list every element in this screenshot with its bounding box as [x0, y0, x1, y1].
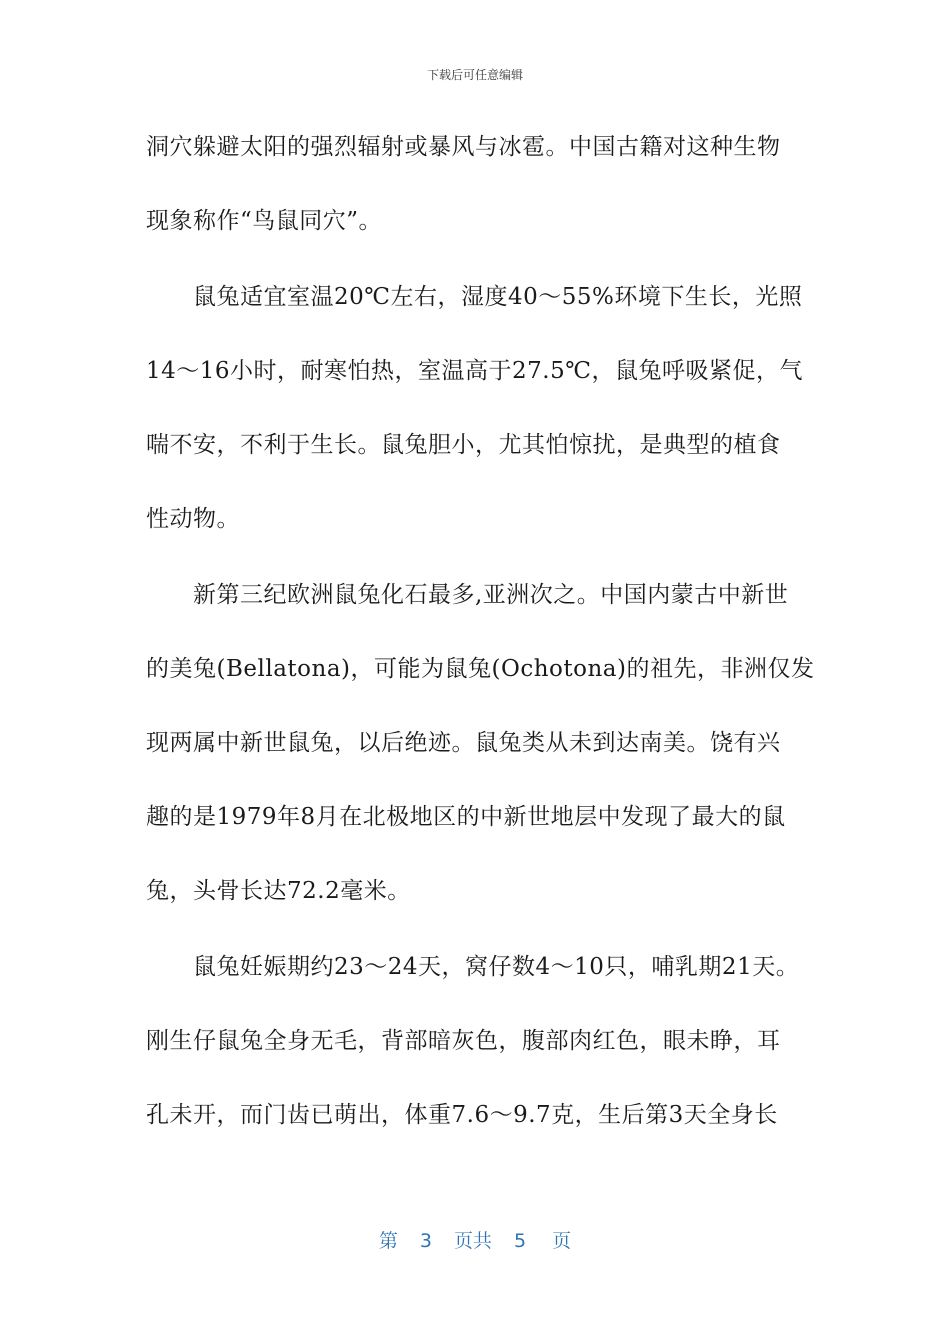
text-line: 14～16小时，耐寒怕热，室温高于27.5℃，鼠兔呼吸紧促，气 [146, 358, 803, 384]
text-line: 刚生仔鼠兔全身无毛，背部暗灰色，腹部肉红色，眼未睁，耳 [146, 1028, 781, 1054]
text-line: 兔，头骨长达72.2毫米。 [146, 878, 411, 904]
text-line: 趣的是1979年8月在北极地区的中新世地层中发现了最大的鼠 [146, 804, 786, 830]
text-line: 洞穴躲避太阳的强烈辐射或暴风与冰雹。中国古籍对这种生物 [146, 134, 781, 160]
page-mid: 页共 [453, 1230, 492, 1252]
page-prefix: 第 [378, 1230, 398, 1252]
paragraph-start-line: 鼠兔妊娠期约23～24天，窝仔数4～10只，哺乳期21天。 [193, 954, 800, 980]
current-page-number: 3 [419, 1230, 432, 1252]
total-pages-number: 5 [514, 1230, 527, 1252]
page-header: 下载后可任意编辑 [426, 68, 523, 82]
text-line: 现两属中新世鼠兔，以后绝迹。鼠兔类从未到达南美。饶有兴 [146, 730, 781, 756]
paragraph-start-line: 鼠兔适宜室温20℃左右，湿度40～55%环境下生长，光照 [193, 284, 803, 310]
text-line: 现象称作“鸟鼠同穴”。 [146, 208, 383, 234]
text-line: 性动物。 [146, 506, 240, 532]
text-line: 的美兔(Bellatona)，可能为鼠兔(Ochotona)的祖先，非洲仅发 [146, 656, 815, 682]
text-line: 孔未开，而门齿已萌出，体重7.6～9.7克，生后第3天全身长 [146, 1102, 778, 1128]
paragraph-start-line: 新第三纪欧洲鼠兔化石最多,亚洲次之。中国内蒙古中新世 [193, 582, 789, 608]
page-suffix: 页 [552, 1230, 572, 1252]
text-line: 喘不安，不利于生长。鼠兔胆小，尤其怕惊扰，是典型的植食 [146, 432, 781, 458]
page-footer [0, 1226, 950, 1253]
